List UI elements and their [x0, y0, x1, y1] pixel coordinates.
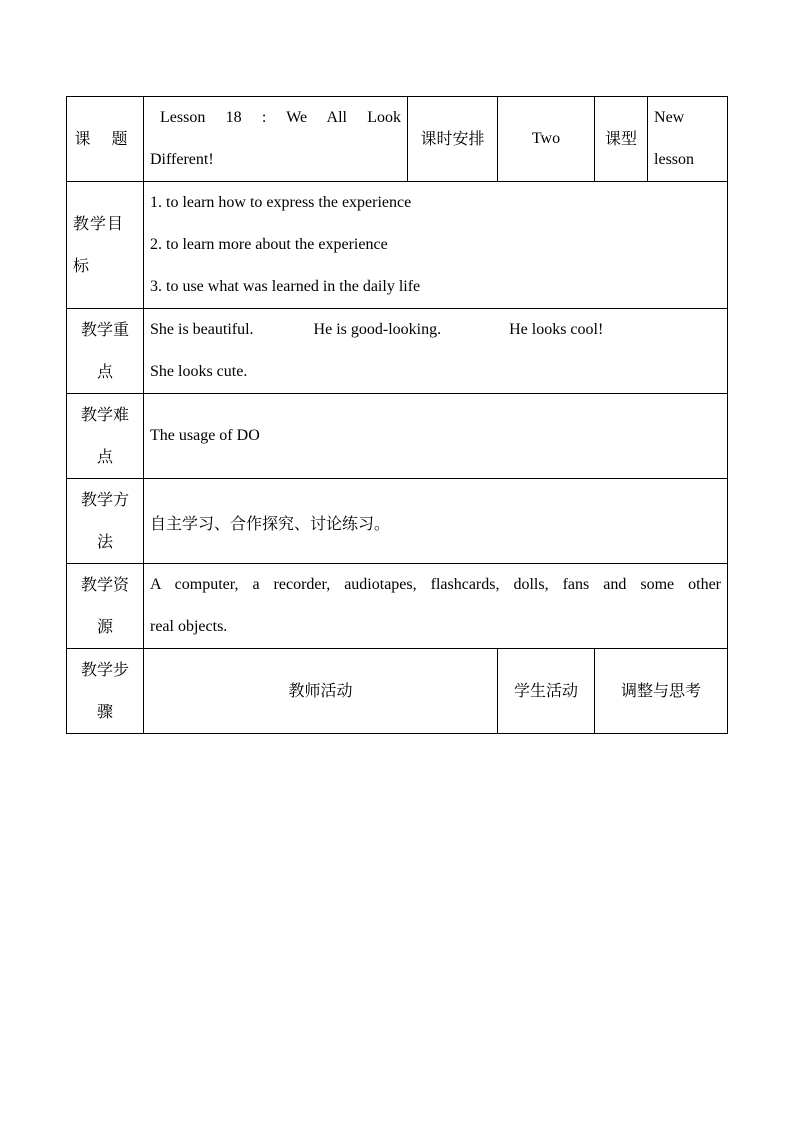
objectives-label-line1: 教学目 — [73, 214, 125, 233]
resources-line1: A computer, a recorder, audiotapes, flashcards, dolls, fans and some other — [150, 576, 722, 593]
key-points-value — [144, 309, 728, 394]
methods-label-line1: 教学方 — [80, 490, 129, 509]
lesson-plan-table — [66, 96, 728, 734]
teacher-activity-header: 教师活动 — [144, 649, 498, 734]
type-label: 课型 — [595, 97, 648, 182]
difficulties-value: The usage of DO — [144, 394, 728, 479]
steps-label-line1: 教学步 — [80, 660, 129, 679]
type-value-line1: New — [654, 109, 685, 126]
steps-label-line2: 骤 — [96, 702, 113, 721]
objective-item: 1. to learn how to express the experience — [150, 194, 412, 211]
methods-row — [67, 479, 728, 564]
difficulties-label-line1: 教学难 — [80, 405, 129, 424]
topic-label: 课 题 — [67, 97, 144, 182]
difficulties-row — [67, 394, 728, 479]
topic-value-line2: Different! — [150, 151, 214, 168]
resources-label-line1: 教学资 — [80, 575, 129, 594]
difficulties-label — [67, 394, 144, 479]
key-points-label — [67, 309, 144, 394]
resources-value — [144, 564, 728, 649]
type-value-line2: lesson — [654, 151, 695, 168]
resources-row — [67, 564, 728, 649]
resources-label-line2: 源 — [96, 617, 113, 636]
difficulties-label-line2: 点 — [96, 447, 113, 466]
steps-row — [67, 649, 728, 734]
type-value — [648, 97, 728, 182]
methods-value: 自主学习、合作探究、讨论练习。 — [144, 479, 728, 564]
steps-label — [67, 649, 144, 734]
resources-line2: real objects. — [150, 618, 228, 635]
schedule-label: 课时安排 — [408, 97, 498, 182]
methods-label-line2: 法 — [96, 532, 113, 551]
key-points-line2: She looks cute. — [150, 363, 248, 380]
objectives-label — [67, 182, 144, 309]
objectives-row — [67, 182, 728, 309]
key-points-row — [67, 309, 728, 394]
topic-row — [67, 97, 728, 182]
schedule-value: Two — [498, 97, 595, 182]
key-points-line1: She is beautiful. He is good-looking. He looks cool! — [150, 321, 604, 338]
objective-item: 2. to learn more about the experience — [150, 236, 388, 253]
objectives-list — [144, 182, 728, 309]
methods-label — [67, 479, 144, 564]
objective-item: 3. to use what was learned in the daily life — [150, 278, 421, 295]
objectives-label-line2: 标 — [73, 256, 90, 275]
reflection-header: 调整与思考 — [595, 649, 728, 734]
key-points-label-line1: 教学重 — [80, 320, 129, 339]
student-activity-header: 学生活动 — [498, 649, 595, 734]
topic-value-line1: Lesson 18 : We All Look — [160, 109, 401, 126]
resources-label — [67, 564, 144, 649]
topic-value — [144, 97, 408, 182]
key-points-label-line2: 点 — [96, 362, 113, 381]
